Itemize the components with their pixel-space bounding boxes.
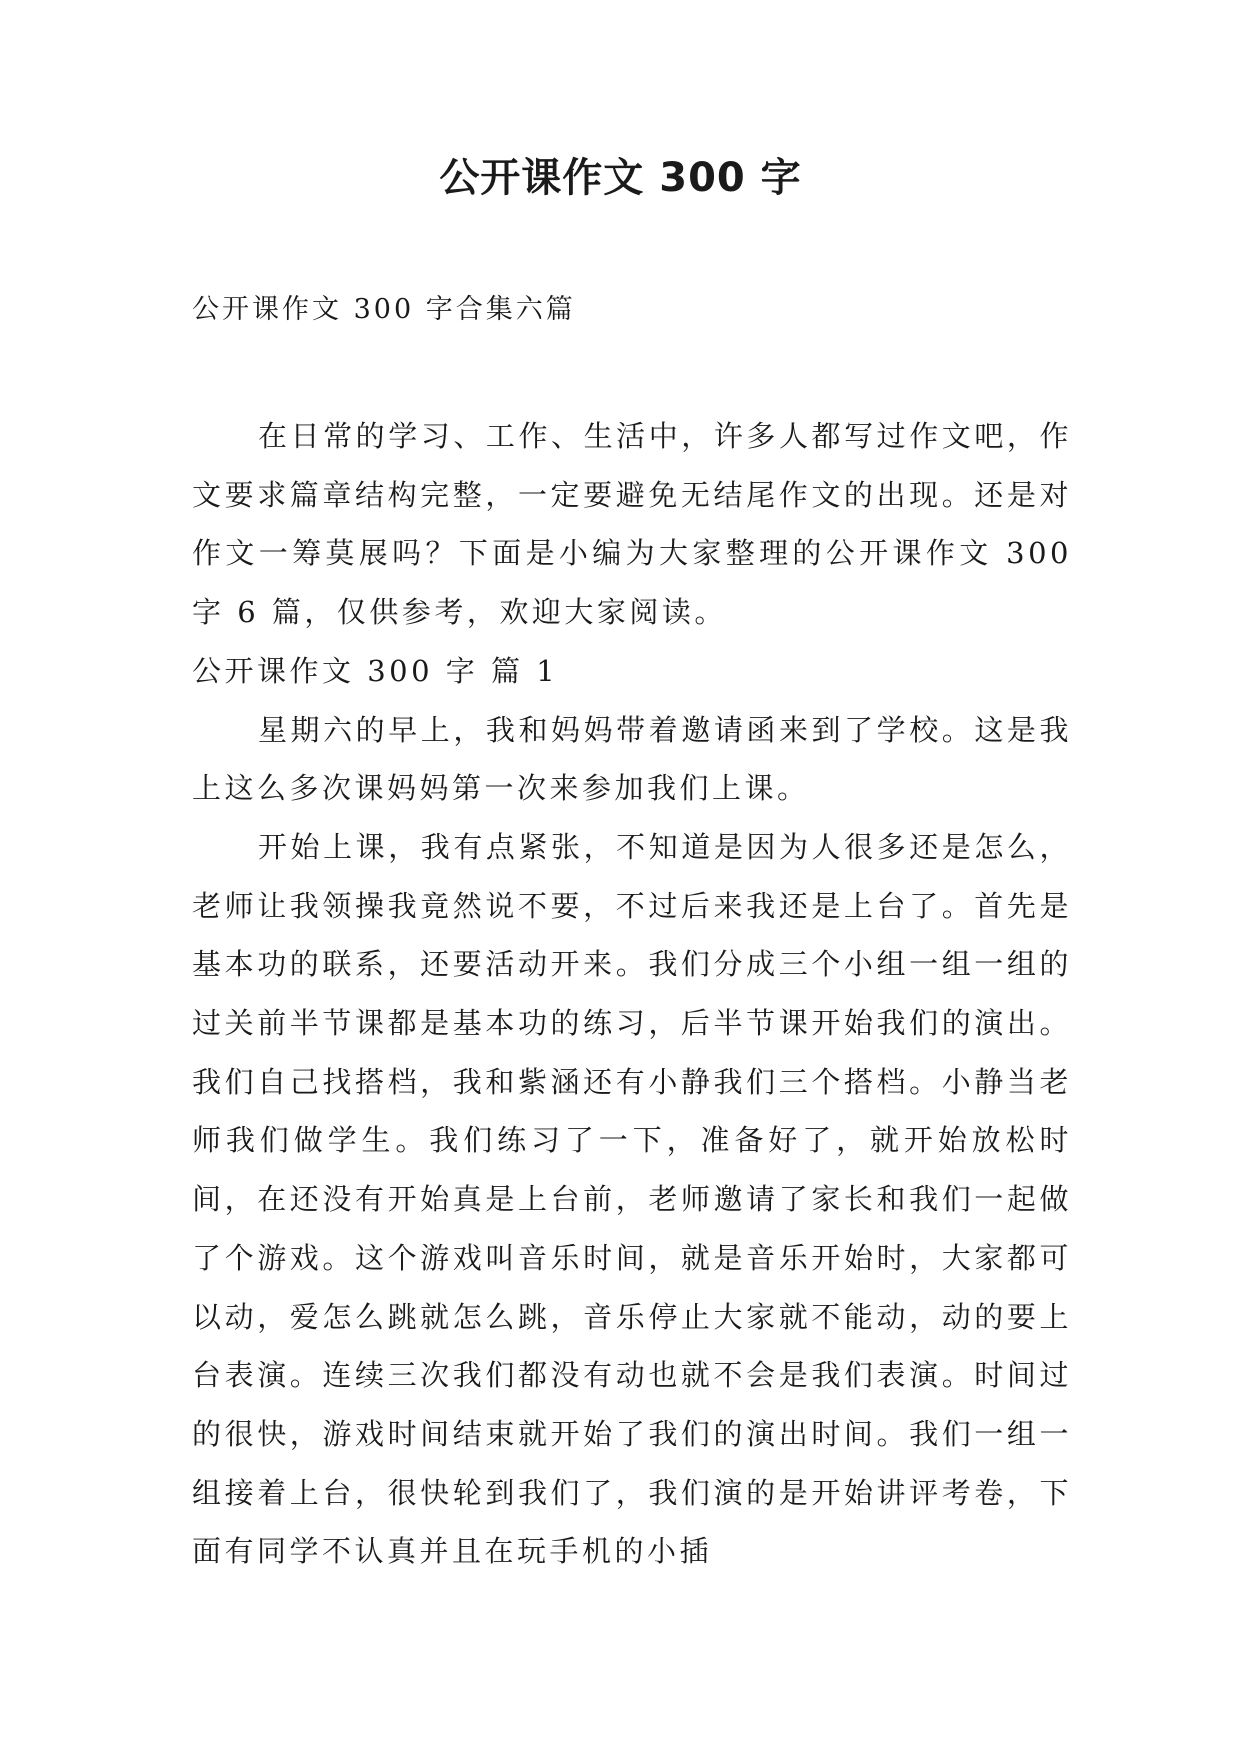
document-title: 公开课作文 300 字	[439, 155, 802, 201]
intro-paragraph: 在日常的学习、工作、生活中，许多人都写过作文吧，作文要求篇章结构完整，一定要避免无结尾作文的出现。还是对作文一筹莫展吗？下面是小编为大家整理的公开课作文 300 字 6 篇，仅供参考，欢迎大家阅读。	[192, 419, 1072, 630]
body-paragraph: 星期六的早上，我和妈妈带着邀请函来到了学校。这是我上这么多次课妈妈第一次来参加我们上课。	[192, 712, 1072, 806]
document-body	[192, 407, 1072, 1581]
section-heading: 公开课作文 300 字 篇 1	[192, 653, 559, 688]
body-paragraph: 开始上课，我有点紧张，不知道是因为人很多还是怎么，老师让我领操我竟然说不要，不过后来我还是上台了。首先是基本功的联系，还要活动开来。我们分成三个小组一组一组的过关前半节课都是基本功的练习，后半节课开始我们的演出。我们自己找搭档，我和紫涵还有小静我们三个搭档。小静当老师我们做学生。我们练习了一下，准备好了，就开始放松时间，在还没有开始真是上台前，老师邀请了家长和我们一起做了个游戏。这个游戏叫音乐时间，就是音乐开始时，大家都可以动，爱怎么跳就怎么跳，音乐停止大家就不能动，动的要上台表演。连续三次我们都没有动也就不会是我们表演。时间过的很快，游戏时间结束就开始了我们的演出时间。我们一组一组接着上台，很快轮到我们了，我们演的是开始讲评考卷，下面有同学不认真并且在玩手机的小插	[192, 829, 1072, 1569]
document-subtitle: 公开课作文 300 字合集六篇	[192, 294, 576, 325]
